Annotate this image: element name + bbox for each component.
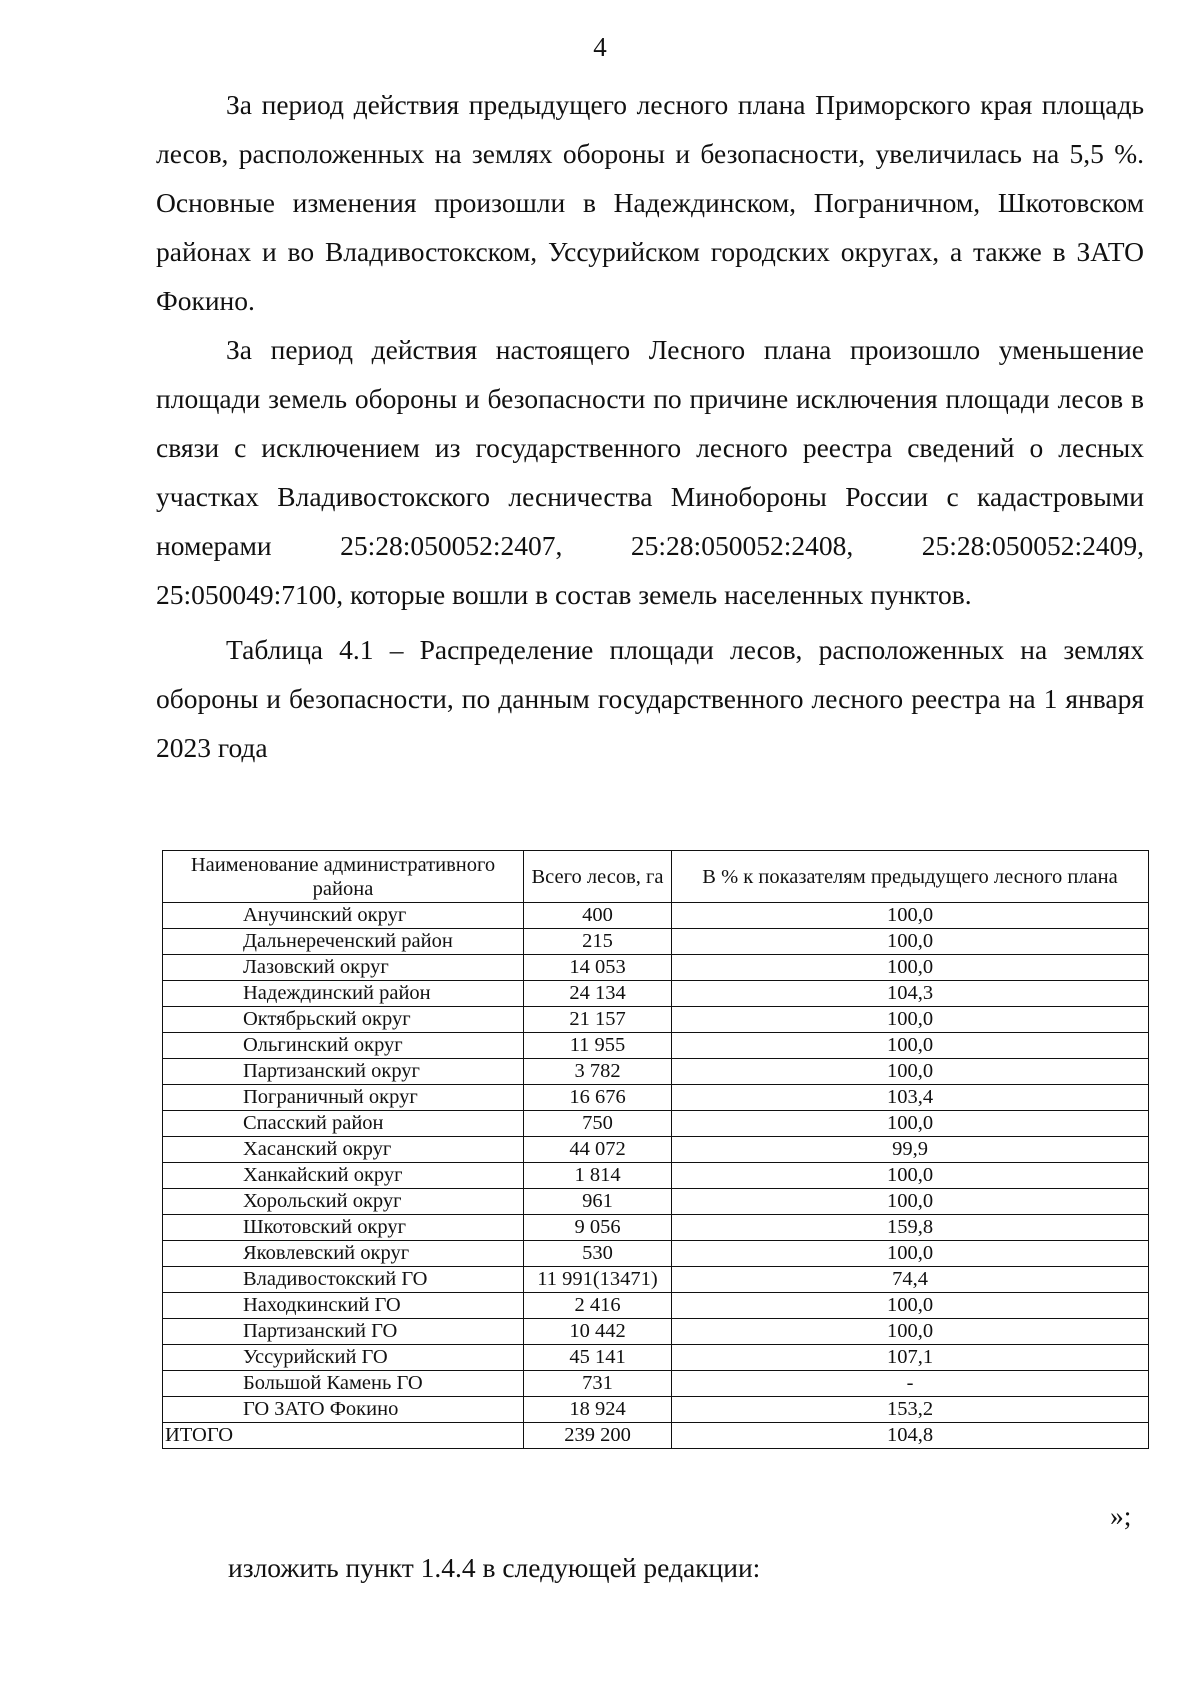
header-district-name: Наименование административного района (163, 851, 524, 903)
district-name-cell: Находкинский ГО (163, 1293, 524, 1319)
district-name-cell: Уссурийский ГО (163, 1345, 524, 1371)
table-row (163, 981, 1149, 1007)
header-total-forest: Всего лесов, га (524, 851, 672, 903)
table-row (163, 1033, 1149, 1059)
total-forest-cell: 3 782 (524, 1059, 672, 1085)
district-name-cell: Ханкайский округ (163, 1163, 524, 1189)
table-row (163, 1371, 1149, 1397)
table-body (163, 903, 1149, 1449)
total-forest-cell: 961 (524, 1189, 672, 1215)
district-name-cell: Анучинский округ (163, 903, 524, 929)
district-name-cell: Шкотовский округ (163, 1215, 524, 1241)
table-total-row (163, 1423, 1149, 1449)
header-percent-previous: В % к показателям предыдущего лесного плана (672, 851, 1149, 903)
total-forest-cell: 16 676 (524, 1085, 672, 1111)
total-forest-cell: 18 924 (524, 1397, 672, 1423)
district-name-cell: Большой Камень ГО (163, 1371, 524, 1397)
page-number: 4 (593, 32, 607, 62)
total-forest-cell: 11 991(13471) (524, 1267, 672, 1293)
table-row (163, 1137, 1149, 1163)
total-forest-cell: 1 814 (524, 1163, 672, 1189)
total-percent-cell: 104,8 (672, 1423, 1149, 1449)
district-name-cell: Дальнереченский район (163, 929, 524, 955)
table-row (163, 1267, 1149, 1293)
total-forest-cell: 24 134 (524, 981, 672, 1007)
percent-cell: 100,0 (672, 1319, 1149, 1345)
table-row (163, 903, 1149, 929)
total-forest-cell: 21 157 (524, 1007, 672, 1033)
percent-cell: 100,0 (672, 1033, 1149, 1059)
total-label-cell: ИТОГО (163, 1423, 524, 1449)
percent-cell: 100,0 (672, 1293, 1149, 1319)
percent-cell: 100,0 (672, 1163, 1149, 1189)
document-body (156, 80, 1144, 772)
total-forest-cell: 14 053 (524, 955, 672, 981)
percent-cell: 99,9 (672, 1137, 1149, 1163)
district-name-cell: Ольгинский округ (163, 1033, 524, 1059)
table-row (163, 1111, 1149, 1137)
percent-cell: 104,3 (672, 981, 1149, 1007)
table-caption: Таблица 4.1 – Распределение площади лесов, расположенных на землях обороны и безопасности, по данным государственного лесного реестра на 1 января 2023 года (156, 634, 1144, 763)
total-forest-cell: 215 (524, 929, 672, 955)
table-row (163, 1215, 1149, 1241)
total-forest-cell: 10 442 (524, 1319, 672, 1345)
total-forest-sum-cell: 239 200 (524, 1423, 672, 1449)
table-row (163, 929, 1149, 955)
percent-cell: 100,0 (672, 1007, 1149, 1033)
total-forest-cell: 45 141 (524, 1345, 672, 1371)
district-name-cell: Лазовский округ (163, 955, 524, 981)
district-name-cell: Надеждинский район (163, 981, 524, 1007)
total-forest-cell: 2 416 (524, 1293, 672, 1319)
table-row (163, 1189, 1149, 1215)
table-row (163, 1085, 1149, 1111)
total-forest-cell: 400 (524, 903, 672, 929)
closing-quote: »; (1110, 1500, 1132, 1531)
district-name-cell: Яковлевский округ (163, 1241, 524, 1267)
table-row (163, 1293, 1149, 1319)
district-name-cell: Партизанский округ (163, 1059, 524, 1085)
percent-cell: - (672, 1371, 1149, 1397)
table-row (163, 1163, 1149, 1189)
percent-cell: 159,8 (672, 1215, 1149, 1241)
percent-cell: 100,0 (672, 1111, 1149, 1137)
percent-cell: 100,0 (672, 1241, 1149, 1267)
district-name-cell: Владивостокский ГО (163, 1267, 524, 1293)
table-row (163, 1345, 1149, 1371)
district-name-cell: Партизанский ГО (163, 1319, 524, 1345)
percent-cell: 107,1 (672, 1345, 1149, 1371)
table-header-row (163, 851, 1149, 903)
table-row (163, 1319, 1149, 1345)
district-name-cell: Хорольский округ (163, 1189, 524, 1215)
forest-distribution-table (162, 850, 1149, 1449)
district-name-cell: Пограничный округ (163, 1085, 524, 1111)
total-forest-cell: 11 955 (524, 1033, 672, 1059)
table-row (163, 1241, 1149, 1267)
district-name-cell: Хасанский округ (163, 1137, 524, 1163)
percent-cell: 100,0 (672, 955, 1149, 981)
table-row (163, 955, 1149, 981)
percent-cell: 103,4 (672, 1085, 1149, 1111)
total-forest-cell: 9 056 (524, 1215, 672, 1241)
total-forest-cell: 530 (524, 1241, 672, 1267)
district-name-cell: ГО ЗАТО Фокино (163, 1397, 524, 1423)
final-instruction-line: изложить пункт 1.4.4 в следующей редакции: (228, 1552, 761, 1583)
paragraph-forest-area-decrease: За период действия настоящего Лесного плана произошло уменьшение площади земель обороны и безопасности по причине исключения площади лесов в связи с исключением из государственного лесного реестра сведений о лесных участках Владивостокского лесничества Минобороны России с кадастровыми номерами 25:28:050052:2407, 25:28:050052:2408, 25:28:050052:2409, 25:050049:7100, которые вошли в состав земель населенных пунктов. (156, 334, 1144, 610)
district-name-cell: Спасский район (163, 1111, 524, 1137)
percent-cell: 100,0 (672, 929, 1149, 955)
table-row (163, 1059, 1149, 1085)
percent-cell: 100,0 (672, 903, 1149, 929)
paragraph-forest-area-increase: За период действия предыдущего лесного плана Приморского края площадь лесов, расположенных на землях обороны и безопасности, увеличилась на 5,5 %. Основные изменения произошли в Надеждинском, Пограничном, Шкотовском районах и во Владивостокском, Уссурийском городских округах, а также в ЗАТО Фокино. (156, 89, 1144, 316)
district-name-cell: Октябрьский округ (163, 1007, 524, 1033)
percent-cell: 74,4 (672, 1267, 1149, 1293)
table-row (163, 1397, 1149, 1423)
percent-cell: 153,2 (672, 1397, 1149, 1423)
total-forest-cell: 750 (524, 1111, 672, 1137)
forest-distribution-table-container (162, 850, 1148, 1449)
percent-cell: 100,0 (672, 1059, 1149, 1085)
total-forest-cell: 44 072 (524, 1137, 672, 1163)
table-row (163, 1007, 1149, 1033)
percent-cell: 100,0 (672, 1189, 1149, 1215)
total-forest-cell: 731 (524, 1371, 672, 1397)
